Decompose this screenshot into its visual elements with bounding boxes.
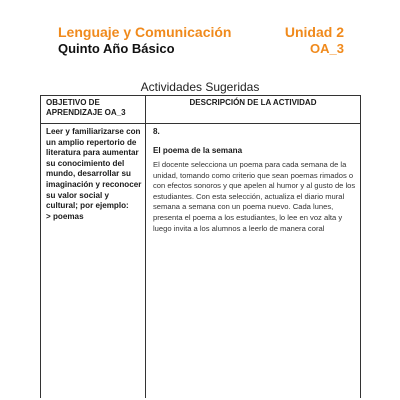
header-row-divider — [41, 123, 360, 124]
objective-column-header: OBJETIVO DE APRENDIZAJE OA_3 — [46, 98, 126, 117]
activity-number: 8. — [153, 127, 160, 136]
objective-code: OA_3 — [310, 41, 344, 56]
activity-description: El docente selecciona un poema para cada semana de la unidad, tomando como criterio que sean poemas rimados o con efectos sonoros y que apelen al humor y al gusto de los estudiantes. Con esta selección, actualiza el diario mural semana a semana con un poema nuevo. Cada lunes, presenta el poema a los estudiantes, lo lee en voz alta y luego invita a los alumnos a leerlo de manera coral — [153, 160, 356, 233]
subject-title: Lenguaje y Comunicación — [58, 24, 232, 40]
document-header-left — [58, 24, 231, 57]
unit-label: Unidad 2 — [284, 24, 344, 40]
section-title: Actividades Sugeridas — [140, 80, 260, 94]
column-divider — [145, 96, 146, 398]
description-column-header: DESCRIPCIÓN DE LA ACTIVIDAD — [189, 98, 317, 107]
activities-table — [40, 95, 361, 398]
activity-title: El poema de la semana — [153, 146, 243, 155]
objective-text: Leer y familiarizarse con un amplio repertorio de literatura para aumentar su conocimiento del mundo, desarrollar su imaginación y reconocer su valor social y cultural; por ejemplo: — [46, 127, 142, 211]
objective-list-item: > poemas — [46, 212, 84, 221]
grade-level: Quinto Año Básico — [58, 41, 175, 56]
document-header-right — [285, 24, 344, 57]
